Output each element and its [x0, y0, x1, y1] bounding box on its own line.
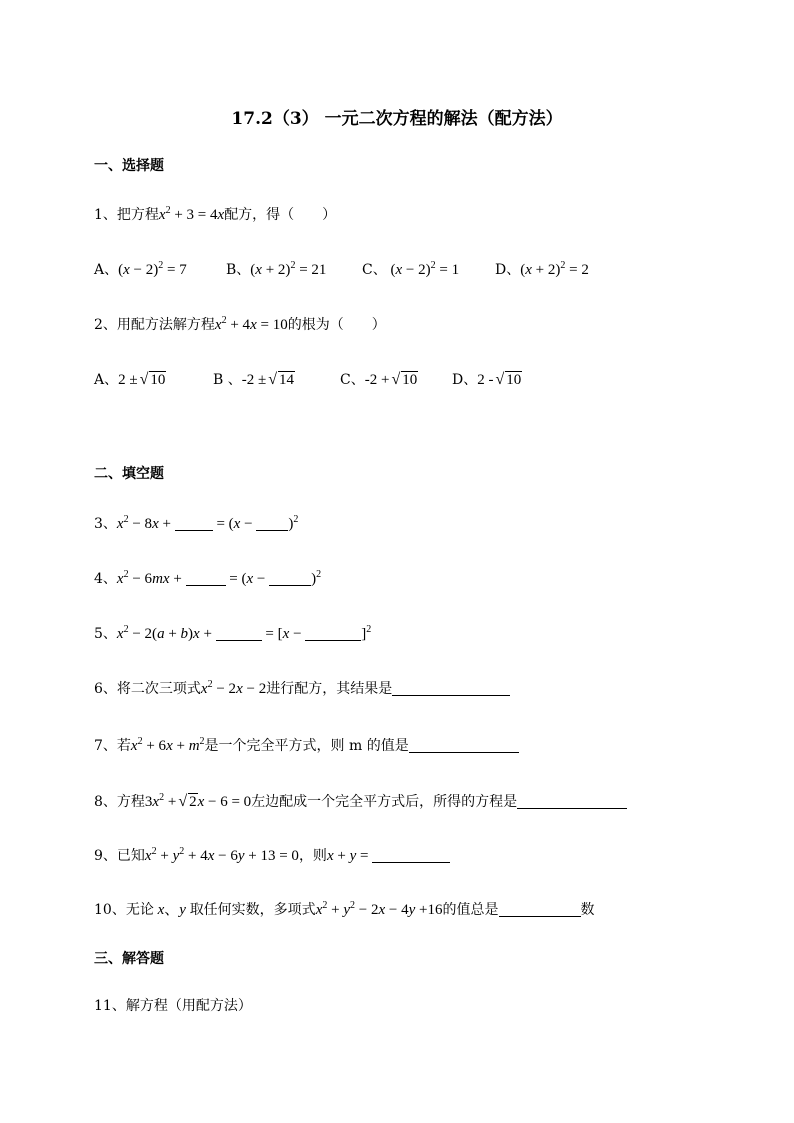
question-1-prefix: 1、把方程 — [94, 207, 159, 223]
option-d: D、$(x + 2)^2 = 2$ — [495, 260, 589, 278]
question-10: 10、无论 x、y 取任何实数，多项式$x^2 + y^2 - 2x - 4y +16$的值总是 数 — [94, 900, 595, 918]
question-3: 3、$x^2 - 8x$ + = $(x - )^2$ — [94, 514, 299, 532]
question-8: 8、方程$3x^2$ + √ 2x − 6 = 0左边配成一个完全平方式后，所得的方程是 — [94, 792, 627, 812]
question-2-equation: $x^2 + 4x = 10$ — [214, 315, 288, 333]
answer-blank[interactable] — [392, 681, 510, 696]
question-1-suffix: 配方，得（ ） — [224, 207, 337, 223]
question-6: 6、将二次三项式$x^2 - 2x - 2$进行配方，其结果是 — [94, 679, 510, 699]
option-c: C、 $(x - 2)^2 = 1$ — [362, 260, 460, 278]
question-5: 5、$x^2 - 2(a + b)x$ + = $[x - ]^2$ — [94, 624, 372, 642]
question-2 — [94, 315, 386, 335]
option-a: A、2 ± √ 10 — [94, 371, 166, 388]
option-a: A、$(x - 2)^2 = 7$ — [94, 260, 187, 278]
question-7: 7、若$x^2 + 6x + m^2$是一个完全平方式，则 m 的值是 — [94, 736, 519, 756]
answer-blank[interactable] — [499, 902, 581, 917]
question-1-equation: $x^2 + 3 = 4x$ — [158, 205, 225, 223]
page-title: 17.2（3） 一元二次方程的解法（配方法） — [231, 109, 563, 129]
option-b: B 、-2 ± √ 14 — [213, 371, 295, 388]
answer-blank[interactable] — [256, 516, 288, 531]
answer-blank[interactable] — [409, 738, 519, 753]
answer-blank[interactable] — [305, 626, 361, 641]
section-heading-solve: 三、解答题 — [94, 951, 164, 967]
answer-blank[interactable] — [175, 516, 213, 531]
answer-blank[interactable] — [372, 848, 450, 863]
answer-blank[interactable] — [216, 626, 262, 641]
answer-blank[interactable] — [517, 794, 627, 809]
question-4: 4、$x^2 - 6mx$ + = $(x - )^2$ — [94, 569, 322, 587]
answer-blank[interactable] — [269, 571, 311, 586]
answer-blank[interactable] — [186, 571, 226, 586]
question-2-prefix: 2、用配方法解方程 — [94, 317, 215, 333]
section-heading-fill: 二、填空题 — [94, 466, 164, 482]
section-heading-choice: 一、选择题 — [94, 158, 164, 174]
option-d: D、2 - √ 10 — [452, 371, 522, 388]
option-b: B、$(x + 2)^2 = 21$ — [226, 260, 327, 278]
question-2-suffix: 的根为（ ） — [287, 317, 386, 333]
question-9: 9、已知$x^2 + y^2 + 4x - 6y + 13 = 0$，则x + y = — [94, 846, 450, 866]
question-11: 11、解方程（用配方法） — [94, 998, 252, 1014]
question-1 — [94, 205, 336, 225]
option-c: C、-2 + √ 10 — [340, 371, 418, 388]
